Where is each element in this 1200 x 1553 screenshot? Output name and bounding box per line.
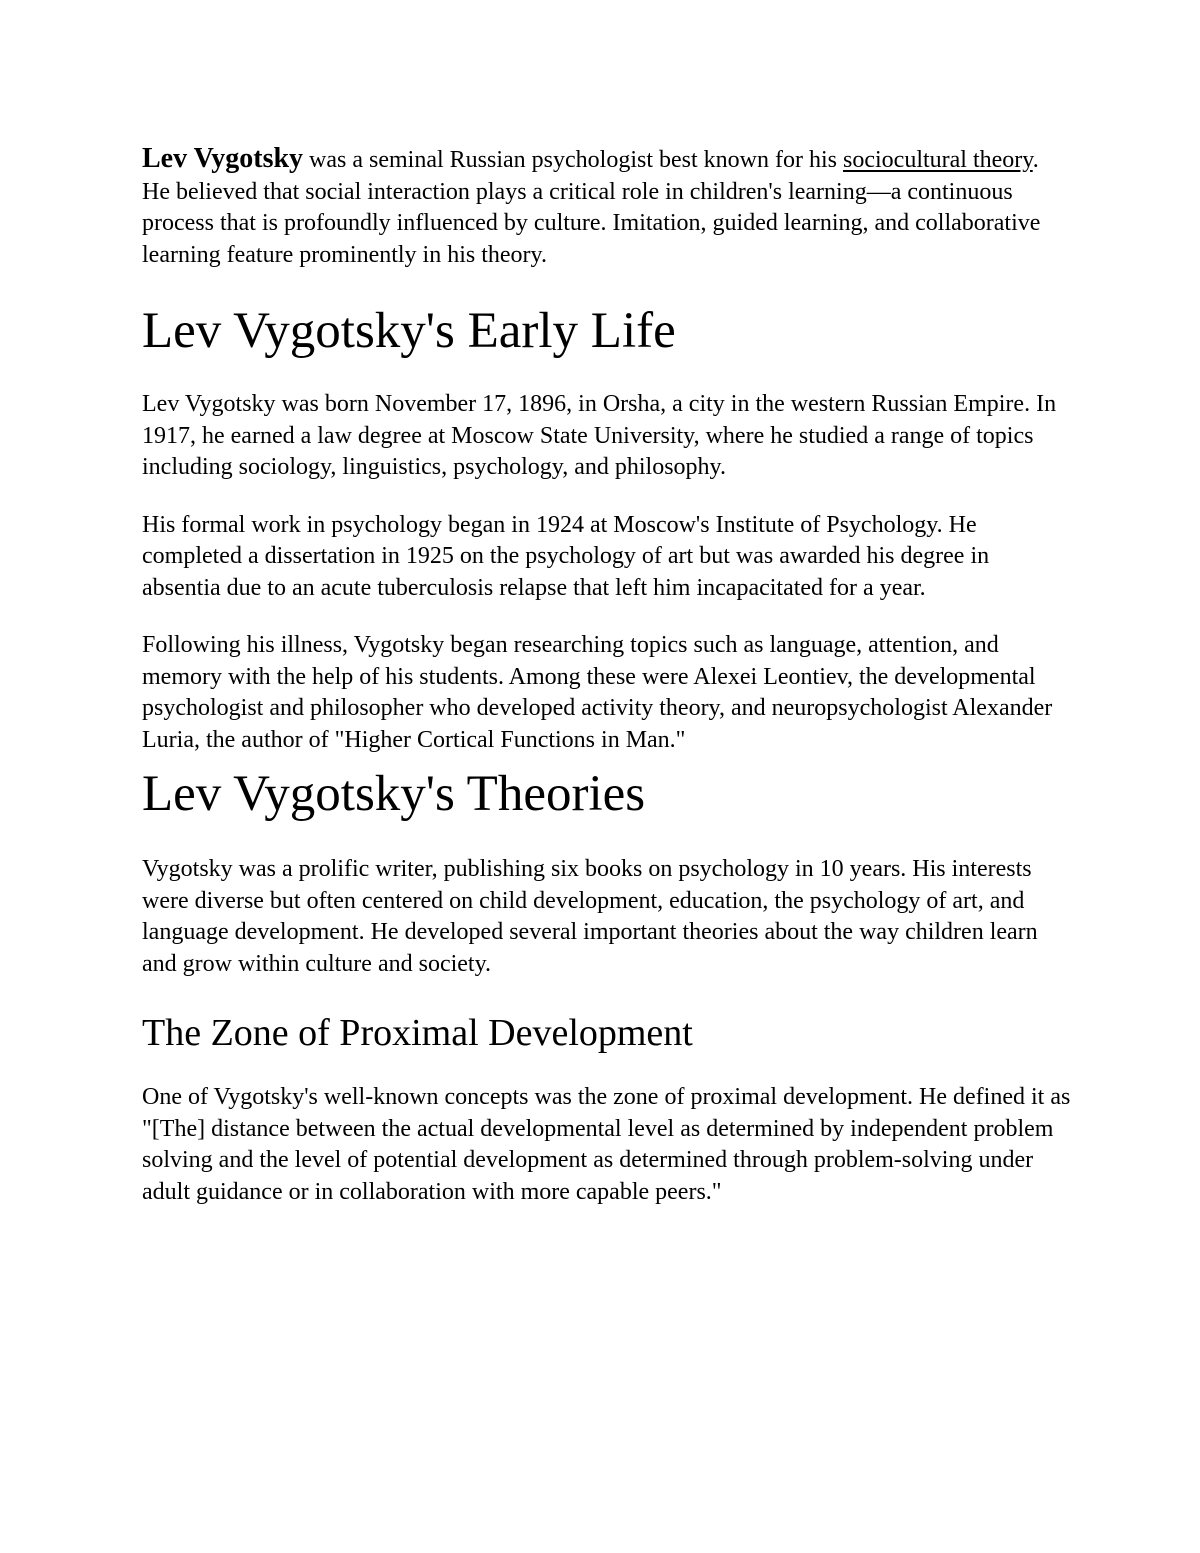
intro-paragraph <box>142 143 1072 271</box>
early-life-paragraph-3: Following his illness, Vygotsky began researching topics such as language, attention, and memory with the help of his students. Among these were Alexei Leontiev, the developmental psychologist and philosopher who developed activity theory, and neuropsychologist Alexander Luria, the author of "Higher Cortical Functions in Man." <box>142 632 1053 753</box>
intro-lead-name: Lev Vygotsky <box>142 143 304 174</box>
intro-text-after-link: . He believed that social interaction plays a critical role in children's learning—a continuous process that is profoundly influenced by culture. Imitation, guided learning, and collaborative learning feature prominently in his theory. <box>142 147 1041 268</box>
zone-paragraph: One of Vygotsky's well-known concepts was the zone of proximal development. He defined it as "[The] distance between the actual developmental level as determined by independent problem solving and the level of potential development as determined through problem-solving under adult guidance or in collaboration with more capable peers." <box>142 1084 1071 1205</box>
intro-text-before-link: was a seminal Russian psychologist best known for his <box>303 147 843 173</box>
early-life-paragraph-2: His formal work in psychology began in 1924 at Moscow's Institute of Psychology. He completed a dissertation in 1925 on the psychology of art but was awarded his degree in absentia due to an acute tuberculosis relapse that left him incapacitated for a year. <box>142 511 990 601</box>
heading-theories: Lev Vygotsky's Theories <box>142 766 646 822</box>
early-life-paragraph-1: Lev Vygotsky was born November 17, 1896, in Orsha, a city in the western Russian Empire. In 1917, he earned a law degree at Moscow State University, where he studied a range of topics including sociology, linguistics, psychology, and philosophy. <box>142 391 1057 480</box>
sociocultural-theory-link[interactable]: sociocultural theory <box>843 147 1033 173</box>
heading-zone-of-proximal-development: The Zone of Proximal Development <box>142 1012 693 1054</box>
document-body <box>142 143 1072 1208</box>
theories-paragraph: Vygotsky was a prolific writer, publishing six books on psychology in 10 years. His interests were diverse but often centered on child development, education, the psychology of art, and language development. He developed several important theories about the way children learn and grow within culture and society. <box>142 856 1038 977</box>
heading-early-life: Lev Vygotsky's Early Life <box>142 303 676 359</box>
